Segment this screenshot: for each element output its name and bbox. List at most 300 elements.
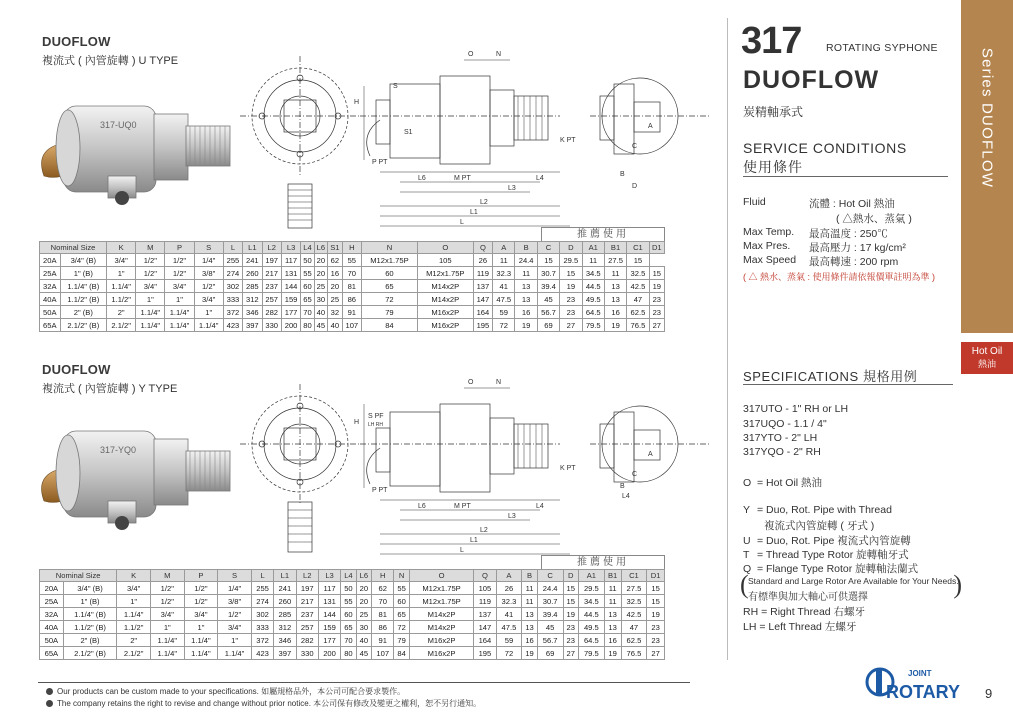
table-cell: 32.5 <box>627 267 649 280</box>
table-cell: 13 <box>604 280 626 293</box>
bullet-icon <box>46 688 53 695</box>
table-cell: 1.1/4" (B) <box>63 608 117 621</box>
table-cell: 195 <box>473 319 492 332</box>
table-cell: 45 <box>356 647 371 660</box>
drw2-L: L <box>460 547 464 554</box>
col-header: L3 <box>318 570 340 582</box>
table-cell: 1.1/2" (B) <box>63 621 117 634</box>
table-cell: 197 <box>296 582 318 595</box>
table-cell: 19 <box>604 319 626 332</box>
table-row <box>40 319 665 332</box>
table-cell: 372 <box>251 634 273 647</box>
table-cell: 79.5 <box>578 647 604 660</box>
bullet-icon <box>46 700 53 707</box>
table-cell: 27 <box>563 647 578 660</box>
u-type-spec-table <box>39 241 665 332</box>
table-cell: 302 <box>223 280 242 293</box>
table-cell: 20 <box>356 582 371 595</box>
table-cell: 15 <box>647 582 665 595</box>
col-header: D <box>563 570 578 582</box>
table-cell: 330 <box>262 319 281 332</box>
col-header: L <box>223 242 242 254</box>
cond-fluid-value: 流體 : Hot Oil 熱油 <box>809 198 895 210</box>
table-cell: 55 <box>394 582 409 595</box>
table-cell: 79 <box>394 634 409 647</box>
table-cell: 62.5 <box>621 634 647 647</box>
table-cell: 32A <box>40 280 61 293</box>
footer-rule <box>38 682 690 683</box>
table-cell: 20 <box>328 280 343 293</box>
table-cell: 20A <box>40 582 64 595</box>
table-cell: 65 <box>394 608 409 621</box>
table-cell: 1" <box>194 306 223 319</box>
col-header: B1 <box>604 242 626 254</box>
table-cell: M16x2P <box>417 319 473 332</box>
table-cell: 237 <box>296 608 318 621</box>
table-cell: 47.5 <box>493 293 515 306</box>
drw1-B: B <box>620 171 625 178</box>
section2-subtitle: 複流式 ( 內管旋轉 ) Y TYPE <box>42 383 178 395</box>
table-cell: 15 <box>649 267 664 280</box>
table-cell: 1" (B) <box>63 595 117 608</box>
u-recommend-label: 推薦使用 <box>541 227 665 241</box>
table-cell: 79 <box>362 306 418 319</box>
drw1-L4: L4 <box>536 175 544 182</box>
table-cell: 200 <box>281 319 300 332</box>
table-cell: 285 <box>243 280 262 293</box>
code-o-key: O <box>743 477 752 489</box>
drw1-O: O <box>468 51 474 58</box>
table-cell: 29.5 <box>560 254 582 267</box>
col-header: S1 <box>328 242 343 254</box>
u-type-drawing <box>240 51 720 236</box>
table-row <box>40 254 665 267</box>
table-cell: 25A <box>40 595 64 608</box>
table-cell: 19 <box>604 647 621 660</box>
table-cell: 11 <box>522 582 537 595</box>
table-cell: 1" <box>218 634 252 647</box>
series-name: DUOFLOW <box>743 66 880 94</box>
col-header: B1 <box>604 570 621 582</box>
drw2-P: P PT <box>372 487 388 494</box>
table-cell: 119 <box>474 595 496 608</box>
drw1-MPT: M PT <box>454 175 471 182</box>
table-cell: 56.7 <box>537 306 559 319</box>
col-header: L1 <box>243 242 262 254</box>
table-row <box>40 608 665 621</box>
code-u-key: U <box>743 535 751 547</box>
model-example-4: 317YQO - 2" RH <box>743 446 821 458</box>
table-cell: 70 <box>342 267 361 280</box>
table-cell: 65 <box>341 621 356 634</box>
table-cell: 84 <box>362 319 418 332</box>
drw2-B: B <box>620 483 625 490</box>
col-header: Nominal Size <box>40 242 107 254</box>
table-cell: 19 <box>649 280 664 293</box>
col-header: S <box>194 242 223 254</box>
table-cell: 64.5 <box>582 306 604 319</box>
table-cell: 197 <box>262 254 281 267</box>
table-cell: M16x2P <box>409 647 473 660</box>
y-recommend-label: 推薦使用 <box>541 555 665 569</box>
series-sidebar-text-wrap <box>961 0 1013 333</box>
table-cell: 55 <box>301 267 314 280</box>
table-cell: M12x1.75P <box>417 267 473 280</box>
table-cell: 274 <box>223 267 242 280</box>
table-cell: 2" (B) <box>60 306 107 319</box>
table-cell: 312 <box>243 293 262 306</box>
table-cell: 16 <box>515 306 537 319</box>
table-cell: 40A <box>40 621 64 634</box>
table-cell: 86 <box>372 621 394 634</box>
table-cell: 80 <box>301 319 314 332</box>
table-cell: 397 <box>274 647 296 660</box>
table-cell: 1.1/4" <box>150 634 184 647</box>
col-header: L6 <box>314 242 327 254</box>
table-cell: 3/8" <box>194 267 223 280</box>
table-cell: 23 <box>647 621 665 634</box>
code-q-value: = Flange Type Rotor 旋轉軸法蘭式 <box>757 563 919 575</box>
u-photo-label: 317-UQ0 <box>100 120 137 130</box>
table-cell: 25 <box>328 293 343 306</box>
section1-title: DUOFLOW <box>42 34 111 49</box>
series-sidebar-text: Series DUOFLOW <box>978 47 996 189</box>
table-cell: 45 <box>537 293 559 306</box>
drw2-L2: L2 <box>480 527 488 534</box>
table-cell: 1/2" <box>218 608 252 621</box>
table-cell: 27 <box>560 319 582 332</box>
table-cell: 19 <box>522 647 537 660</box>
table-cell: 20A <box>40 254 61 267</box>
col-header: Nominal Size <box>40 570 117 582</box>
col-header: S <box>218 570 252 582</box>
col-header: C <box>537 242 559 254</box>
col-header: Q <box>474 570 496 582</box>
table-cell: 346 <box>274 634 296 647</box>
col-header: Q <box>473 242 492 254</box>
table-cell: 11 <box>582 254 604 267</box>
cond-temp-value: 最高溫度 : 250℃ <box>809 228 888 240</box>
table-cell: 1/2" <box>165 267 194 280</box>
table-cell: 13 <box>604 293 626 306</box>
footer-line-1-text: Our products can be custom made to your specifications. 如屬規格品外，本公司可配合要求製作。 <box>57 687 406 696</box>
table-cell: 1.1/4" <box>107 280 136 293</box>
table-cell: 23 <box>560 293 582 306</box>
table-cell: 2.1/2" <box>107 319 136 332</box>
table-cell: 41 <box>493 280 515 293</box>
service-conditions-heading: SERVICE CONDITIONS <box>743 140 907 156</box>
table-cell: 285 <box>274 608 296 621</box>
table-cell: 159 <box>281 293 300 306</box>
table-cell: 41 <box>496 608 522 621</box>
table-cell: 13 <box>604 608 621 621</box>
table-cell: 255 <box>223 254 242 267</box>
table-cell: 30 <box>314 293 327 306</box>
table-cell: 2.1/2" (B) <box>60 319 107 332</box>
y-type-drawing <box>240 379 720 564</box>
table-cell: 137 <box>474 608 496 621</box>
table-cell: 372 <box>223 306 242 319</box>
drw2-L1: L1 <box>470 537 478 544</box>
table-cell: 25 <box>314 280 327 293</box>
drw2-H: H <box>354 419 360 426</box>
model-example-3: 317YTO - 2" LH <box>743 432 818 444</box>
table-cell: 23 <box>563 634 578 647</box>
table-cell: 64.5 <box>578 634 604 647</box>
table-cell: 1.1/4" <box>218 647 252 660</box>
table-cell: 55 <box>342 254 361 267</box>
model-example-1: 317UTO - 1" RH or LH <box>743 403 849 415</box>
code-o-value: = Hot Oil 熱油 <box>757 477 823 489</box>
table-cell: 72 <box>394 621 409 634</box>
table-cell: 1.1/4" <box>117 608 151 621</box>
table-cell: 1/2" <box>136 254 165 267</box>
col-header: L <box>251 570 273 582</box>
table-cell: 1.1/2" <box>107 293 136 306</box>
table-cell: 2.1/2" <box>117 647 151 660</box>
table-cell: 144 <box>318 608 340 621</box>
drw2-O: O <box>468 379 474 386</box>
table-cell: 50A <box>40 306 61 319</box>
table-cell: 50 <box>301 254 314 267</box>
drw1-S: S <box>393 83 398 90</box>
conditions-note: ( △ 熱水、蒸氣 : 使用條件請依報價單註明為準 ) <box>743 272 935 282</box>
table-cell: 3/4" <box>107 254 136 267</box>
table-cell: 2.1/2" (B) <box>63 647 117 660</box>
table-cell: 16 <box>522 634 537 647</box>
table-cell: 16 <box>604 634 621 647</box>
table-cell: 423 <box>223 319 242 332</box>
table-cell: 27 <box>647 647 665 660</box>
drw2-C: C <box>632 471 638 478</box>
table-cell: 117 <box>318 582 340 595</box>
table-cell: 19 <box>647 608 665 621</box>
section2-title: DUOFLOW <box>42 362 111 377</box>
col-header: L2 <box>262 242 281 254</box>
footer-line-2 <box>46 698 481 709</box>
table-cell: 80 <box>341 647 356 660</box>
code-q-key: Q <box>743 563 752 575</box>
table-cell: 1/2" <box>150 595 184 608</box>
drw1-A: A <box>648 123 653 130</box>
table-cell: 39.4 <box>537 280 559 293</box>
cond-fluid-label: Fluid <box>743 196 766 208</box>
table-cell: 1.1/4" <box>194 319 223 332</box>
table-cell: 13 <box>522 608 537 621</box>
vertical-divider <box>727 18 728 660</box>
logo-rotary: ROTARY <box>886 682 960 702</box>
table-cell: 117 <box>281 254 300 267</box>
table-cell: 13 <box>522 621 537 634</box>
table-cell: 333 <box>223 293 242 306</box>
cond-pres-value: 最高壓力 : 17 kg/cm² <box>809 242 906 254</box>
table-cell: M14x2P <box>417 280 473 293</box>
table-cell: 1" <box>136 293 165 306</box>
table-cell: 62.5 <box>627 306 649 319</box>
table-cell: 25A <box>40 267 61 280</box>
table-cell: 333 <box>251 621 273 634</box>
service-conditions-heading-cn: 使用條件 <box>743 159 803 175</box>
model-example-2: 317UQO - 1.1 / 4" <box>743 418 827 430</box>
table-cell: M16x2P <box>417 306 473 319</box>
u-type-photo <box>30 80 245 220</box>
table-cell: 11 <box>515 267 537 280</box>
table-cell: 79.5 <box>582 319 604 332</box>
table-cell: 91 <box>342 306 361 319</box>
col-header: P <box>165 242 194 254</box>
table-cell: 70 <box>301 306 314 319</box>
table-cell: 107 <box>342 319 361 332</box>
code-t-key: T <box>743 549 750 561</box>
table-cell: 147 <box>473 293 492 306</box>
u-type-table-wrap <box>39 227 665 339</box>
table-cell: 72 <box>493 319 515 332</box>
table-cell: 346 <box>243 306 262 319</box>
rotor-note: ( Standard and Large Rotor Are Available for Your Needs. 有標準與加大軸心可供選擇 ) <box>740 570 962 603</box>
cond-speed-value: 最高轉速 : 200 rpm <box>809 256 899 268</box>
table-cell: 1" <box>117 595 151 608</box>
table-cell: 27.5 <box>621 582 647 595</box>
table-cell: 217 <box>296 595 318 608</box>
col-header: L1 <box>274 570 296 582</box>
table-cell: 62 <box>328 254 343 267</box>
table-cell: 177 <box>318 634 340 647</box>
table-cell: 147 <box>474 621 496 634</box>
table-cell: 47 <box>621 621 647 634</box>
table-cell: 274 <box>251 595 273 608</box>
table-cell: 26 <box>473 254 492 267</box>
table-cell: 32 <box>328 306 343 319</box>
table-cell: 1.1/4" <box>136 306 165 319</box>
code-u <box>743 533 911 548</box>
table-cell: 105 <box>474 582 496 595</box>
table-cell: 44.5 <box>582 280 604 293</box>
footer-line-1 <box>46 686 405 697</box>
code-o <box>743 475 822 490</box>
table-cell: M14x2P <box>417 293 473 306</box>
table-cell: 1" (B) <box>60 267 107 280</box>
table-cell: 60 <box>362 267 418 280</box>
specifications-rule <box>743 384 953 385</box>
col-header: D <box>560 242 582 254</box>
table-row <box>40 595 665 608</box>
table-cell: 47 <box>627 293 649 306</box>
table-cell: 40A <box>40 293 61 306</box>
table-cell: 164 <box>473 306 492 319</box>
table-cell: 86 <box>342 293 361 306</box>
table-cell: 19 <box>515 319 537 332</box>
table-cell: 40 <box>356 634 371 647</box>
table-cell: 23 <box>560 306 582 319</box>
table-cell: 330 <box>296 647 318 660</box>
table-cell: 59 <box>493 306 515 319</box>
page-number: 9 <box>985 686 993 701</box>
table-cell: 15 <box>647 595 665 608</box>
table-cell: 1" <box>165 293 194 306</box>
col-header: B <box>522 570 537 582</box>
table-cell: 70 <box>372 595 394 608</box>
table-cell: 1/2" <box>165 254 194 267</box>
drw2-KPT: K PT <box>560 465 576 472</box>
table-cell: 159 <box>318 621 340 634</box>
table-cell: 60 <box>301 280 314 293</box>
table-cell: 15 <box>563 595 578 608</box>
table-cell: 3/4" <box>184 608 218 621</box>
cond-temp-label: Max Temp. <box>743 226 795 238</box>
drw2-MPT: M PT <box>454 503 471 510</box>
table-cell: 15 <box>563 582 578 595</box>
y-type-spec-table <box>39 569 665 660</box>
col-header: K <box>117 570 151 582</box>
code-t <box>743 547 909 562</box>
table-cell: 39.4 <box>537 608 563 621</box>
code-q <box>743 561 918 576</box>
table-cell: M12x1.75P <box>362 254 418 267</box>
table-cell: 27.5 <box>604 254 626 267</box>
y-type-table-wrap <box>39 555 665 667</box>
table-cell: 15 <box>537 254 559 267</box>
drw1-L1: L1 <box>470 209 478 216</box>
table-cell: 15 <box>560 267 582 280</box>
table-cell: 312 <box>274 621 296 634</box>
table-cell: 50A <box>40 634 64 647</box>
table-cell: 42.5 <box>627 280 649 293</box>
table-cell: 3/4" <box>194 293 223 306</box>
code-u-value: = Duo, Rot. Pipe 複流式內管旋轉 <box>757 535 911 547</box>
drw1-L: L <box>460 219 464 226</box>
table-cell: 40 <box>328 319 343 332</box>
drw2-L3: L3 <box>508 513 516 520</box>
table-cell: 3/4" (B) <box>63 582 117 595</box>
table-cell: 3/8" <box>218 595 252 608</box>
table-cell: 55 <box>341 595 356 608</box>
table-cell: 23 <box>649 306 664 319</box>
code-y-key: Y <box>743 504 751 516</box>
table-cell: 200 <box>318 647 340 660</box>
table-cell: 65A <box>40 647 64 660</box>
service-rule <box>743 176 948 177</box>
table-cell: 241 <box>243 254 262 267</box>
table-cell: M14x2P <box>409 621 473 634</box>
rotating-syphone-label: ROTATING SYPHONE <box>826 42 938 54</box>
col-header: N <box>394 570 409 582</box>
drw2-L4: L4 <box>536 503 544 510</box>
table-cell: 1.1/4" (B) <box>60 280 107 293</box>
table-cell: 3/4" <box>136 280 165 293</box>
table-cell: 32.5 <box>621 595 647 608</box>
col-header: L4 <box>301 242 314 254</box>
col-header: L2 <box>296 570 318 582</box>
table-cell: 24.4 <box>537 582 563 595</box>
table-cell: 119 <box>473 267 492 280</box>
drw2-L4b: L4 <box>622 493 630 500</box>
col-header: C1 <box>627 242 649 254</box>
col-header: D1 <box>649 242 664 254</box>
col-header: B <box>515 242 537 254</box>
table-cell: 282 <box>262 306 281 319</box>
table-cell: 62 <box>372 582 394 595</box>
table-cell: 11 <box>493 254 515 267</box>
table-cell: 19 <box>563 608 578 621</box>
col-header: L6 <box>356 570 371 582</box>
table-cell: 26 <box>496 582 522 595</box>
table-cell: 3/4" <box>117 582 151 595</box>
table-cell: 32.3 <box>496 595 522 608</box>
table-cell: 302 <box>251 608 273 621</box>
table-cell: 1.1/4" <box>165 319 194 332</box>
col-header: O <box>417 242 473 254</box>
table-cell: 72 <box>496 647 522 660</box>
